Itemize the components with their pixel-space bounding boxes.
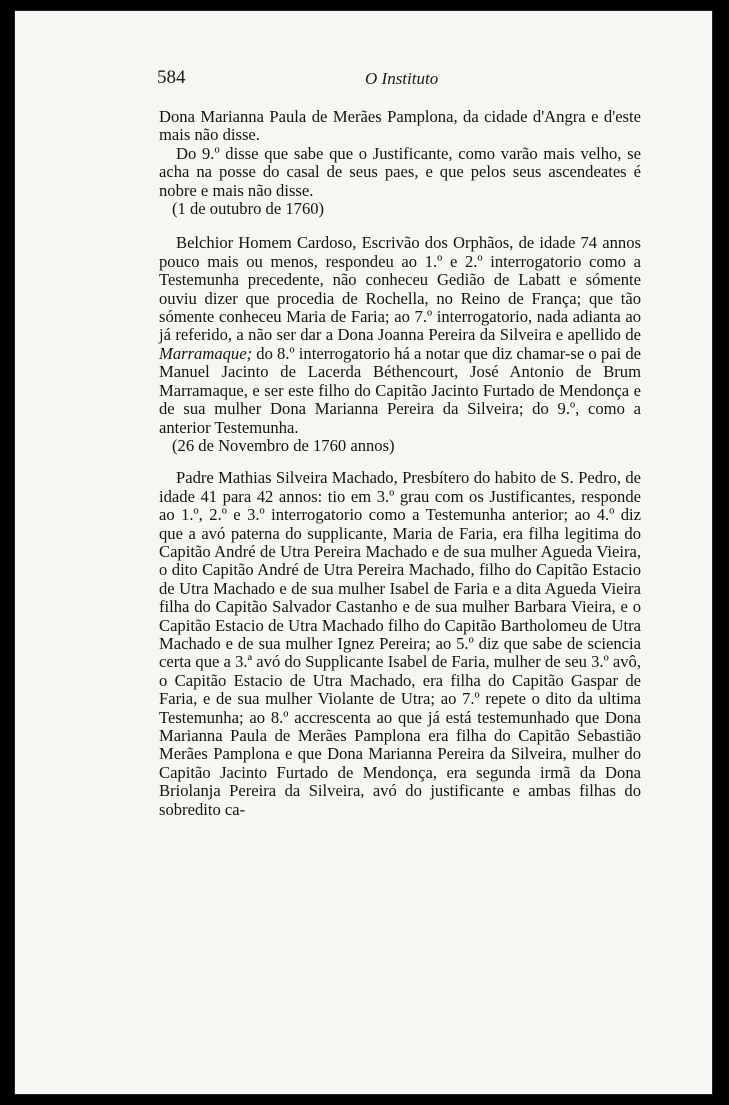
date-line: (1 de outubro de 1760)	[172, 199, 325, 219]
running-title: O Instituto	[365, 69, 439, 88]
book-page	[14, 10, 713, 1095]
paragraph-mathias: Padre Mathias Silveira Machado, Presbítero do habito de S. Pedro, de idade 41 para 42 annos: tio em 3.º grau com os Justificantes, responde ao 1.º, 2.º e 3.º interrogatorio como a Testemunha anterior; ao 4.º diz que a avó paterna do supplicante, Maria de Faria, era filha legitima do Capitão André de Utra Pereira Machado e de sua mulher Agueda Vieira, o dito Capitão André de Utra Pereira Machado, filho do Capitão Estacio de Utra Machado e de sua mulher Isabel de Faria e a dita Agueda Vieira filha do Capitão Salvador Castanho e de sua mulher Barbara Vieira, e o Capitão Estacio de Utra Machado filho do Capitão Bartholomeu de Utra Machado e de sua mulher Ignez Pereira; ao 5.º diz que sabe de sciencia certa que a 3.ª avó do Supplicante Isabel de Faria, mulher de seu 3.º avô, o Capitão Estacio de Utra Machado, era filha do Capitão Gaspar de Faria, e de sua mulher Violante de Utra; ao 7.º repete o dito da ultima Testemunha; ao 8.º accrescenta ao que já está testemunhado que Dona Marianna Paula de Merães Pamplona era filha do Capitão Sebastião Merães Pamplona e que Dona Marianna Pereira da Silveira, mulher do Capitão Jacinto Furtado de Mendonça, era segunda irmã da Dona Briolanja Pereira da Silveira, avó do justificante e ambas filhas do sobredito ca-	[159, 468, 641, 819]
paragraph-belchior-part2: do 8.º interrogatorio há a notar que diz chamar-se o pai de Manuel Jacinto de Lacerda Béthencourt, José Antonio de Brum Marramaque, e ser este filho do Capitão Jacinto Furtado de Mendonça e de sua mulher Dona Marianna Pereira da Silveira; do 9.º, como a anterior Testemunha.	[159, 343, 641, 437]
page-header	[157, 67, 643, 93]
italic-surname: Marramaque;	[159, 343, 253, 363]
paragraph-belchior-part1: Belchior Homem Cardoso, Escrivão dos Orphãos, de idade 74 annos pouco mais ou menos, respondeu ao 1.º e 2.º interrogatorio como a Testemunha precedente, não conheceu Gedião de Labatt e sómente ouviu dizer que procedia de Rochella, no Reino de França; que tão sómente conheceu Maria de Faria; ao 7.º interrogatorio, nada adianta ao já referido, a não ser dar a Dona Joanna Pereira da Silveira e apellido de	[159, 233, 641, 345]
page-body	[159, 108, 641, 819]
paragraph-belchior	[159, 234, 641, 436]
date-line: (26 de Novembro de 1760 annos)	[172, 435, 395, 455]
paragraph-item-9: Do 9.º disse que sabe que o Justificante, como varão mais velho, se acha na posse do casal de seus paes, e que pelos seus ascendeates é nobre e mais não disse.	[159, 143, 641, 200]
paragraph-continuation: Dona Marianna Paula de Merães Pamplona, da cidade d'Angra e d'este mais não disse.	[159, 107, 641, 145]
page-number: 584	[157, 67, 186, 88]
